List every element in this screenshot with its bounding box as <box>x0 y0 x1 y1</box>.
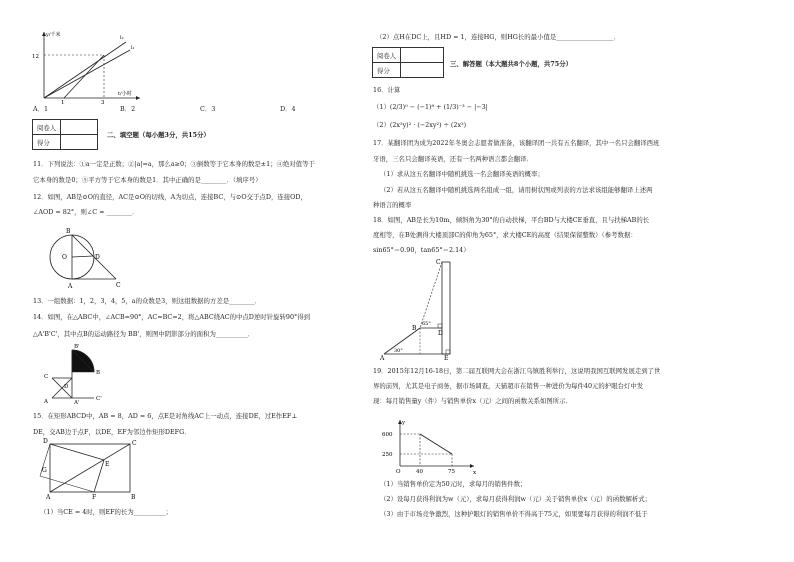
q17-line1: 17．某翻译团为成为2022年冬奥会志愿者做准备，该翻译团一共有五名翻译，其中一名只会翻译西班 <box>373 139 660 147</box>
q17-line2: 牙语，三名只会翻译英语，还有一名两种语言都会翻译． <box>373 155 533 163</box>
q12-line2: ∠AOD = 82°，则∠C = ________． <box>33 208 139 216</box>
x-tick-75: 75 <box>448 469 455 475</box>
y-tick-600: 600 <box>382 432 393 438</box>
reviewer-cell: 阅卷人 <box>33 120 61 135</box>
q11-line2: 它本身的数是0；⑤平方等于它本身的数是1．其中正确的是________．（填序号） <box>33 176 262 184</box>
q10-option-c: C．3 <box>200 105 216 113</box>
score-cell: 得分 <box>373 63 401 78</box>
q16-part1: （1）(2/3)⁰ − (−1)⁸ + (1/3)⁻³ − |−3| <box>373 103 488 111</box>
point-b: B <box>412 325 417 332</box>
x-tick-40: 40 <box>416 469 423 475</box>
q15-sub1: （1）当CE = 4时，则EF的长为__________； <box>40 508 173 516</box>
section2-title: 二、填空题（每小题3分，共15分） <box>107 131 210 139</box>
point-a: A <box>380 355 385 362</box>
y-axis-label: y <box>402 420 406 426</box>
point-c: C <box>436 259 441 266</box>
point-b: B <box>96 370 101 376</box>
q16-part2: （2）(2x²y)² · (−2xy²) ÷ (2x²) <box>373 121 467 129</box>
point-d: D <box>95 254 100 261</box>
q14-rotation-figure <box>38 340 108 406</box>
point-a: A <box>68 283 73 290</box>
q18-line1: 18．如图，AB是长为10m，倾斜角为30°的自动扶梯，平台BD与大楼CE垂直，且与扶梯AB的长 <box>373 216 650 224</box>
q15-sub2: （2）点H在DC上，且HD = 1，连接HG，则HG长的最小值是__________________． <box>376 33 621 41</box>
point-o: O <box>62 254 67 261</box>
point-d: D <box>43 438 48 445</box>
q10-option-d: D．4 <box>280 105 296 113</box>
point-c: C <box>116 282 121 289</box>
line-label-l1: l₁ <box>131 45 135 51</box>
q15-rectangle-figure <box>42 436 142 500</box>
q17-sub2b: 种语言的概率 <box>373 201 412 209</box>
point-a: A <box>44 399 48 405</box>
point-c-prime: C' <box>96 396 102 402</box>
q19-sub3: （3）由于市场竞争激烈，这种护眼灯的销售单价不得高于75元，如果要每月获得的利润不低于 <box>380 510 648 518</box>
q15-line1: 15．在矩形ABCD中，AB = 8，AD = 6，点E是对角线AC上一动点，连接DE，过E作EF⊥ <box>33 412 298 420</box>
point-g: G <box>42 467 47 474</box>
q16-title: 16．计算 <box>373 86 401 94</box>
q10-distance-time-graph <box>28 28 148 104</box>
q17-sub1: （1）求从这五名翻译中随机挑选一名会翻译英语的概率； <box>380 170 544 178</box>
point-e: E <box>105 461 110 468</box>
point-b-prime: B' <box>74 344 80 350</box>
point-d: D <box>64 384 69 390</box>
q11-line1: 11．下列说法：①a一定是正数；②|a|=a，那么a≥0；③倒数等于它本身的数是±1；④绝对值等于 <box>33 160 315 168</box>
q10-option-b: B．2 <box>120 105 136 113</box>
q19-sub2: （2）设每月获得利润为w（元），求每月获得利润w（元）关于销售单价x（元）的函数解析式； <box>380 495 652 503</box>
q14-line2: △A'B'C'，其中点B的运动路径为 BB'，则图中阴影部分的面积为__________． <box>33 330 255 338</box>
angle-30: 30° <box>394 348 403 354</box>
x-axis-label: t/小时 <box>118 91 132 97</box>
point-e: E <box>444 355 449 362</box>
score-box-left <box>32 119 98 150</box>
score-cell: 得分 <box>33 135 61 150</box>
x-tick-3: 3 <box>101 100 105 106</box>
reviewer-cell: 阅卷人 <box>373 48 401 63</box>
score-box-right <box>372 47 444 78</box>
section3-title: 三、解答题（本大题共8个小题，共75分） <box>450 60 572 68</box>
q15-line2: DE，交AB边于点F，以DE，EF为邻边作矩形DEFG． <box>33 428 191 436</box>
q18-line2: 度相等，在B处测得大楼顶部C的仰角为65°，求大楼CE的高度（结果保留整数）（参考数据： <box>373 231 637 239</box>
point-f: F <box>92 494 97 501</box>
point-d: D <box>438 330 443 337</box>
q19-line2: 界的前列，尤其是电子商务，据市场调查，天猫超市在销售一种进价为每件40元的护眼台灯中发 <box>373 382 644 390</box>
angle-65: 65° <box>422 321 431 327</box>
y-tick-250: 250 <box>382 452 393 458</box>
point-b: B <box>131 494 136 501</box>
q10-option-a: A．1 <box>33 105 49 113</box>
point-c: C <box>132 440 137 447</box>
q19-sub1: （1）当销售单价定为50元时，求每月的销售件数； <box>380 480 527 488</box>
y-tick-12: 12 <box>32 54 39 60</box>
origin-label: O <box>396 469 401 475</box>
q12-line1: 12．如图，AB是⊙O的直径，AC是⊙O的切线，A为切点，连接BC，与⊙O交于点D，连接OD， <box>33 193 307 201</box>
q14-line1: 14．如图，在△ABC中，∠ACB=90°，AC=BC=2，将△ABC绕AC的中点D逆时针旋转90°得到 <box>33 313 310 321</box>
q19-line1: 19．2015年12月16-18日，第二届互联网大会在浙江乌镇胜利举行，这说明我国互联网发展走到了世 <box>373 367 661 375</box>
q19-line3: 现：每月销售量y（件）与销售单价x（元）之间的函数关系如图所示． <box>373 397 572 405</box>
q12-circle-figure <box>50 219 130 291</box>
x-tick-1: 1 <box>61 100 65 106</box>
q17-sub2a: （2）若从这五名翻译中随机挑选两名组成一组，请用树状图或列表的方法求该组能够翻译上述两 <box>380 186 653 194</box>
point-a-prime: A' <box>74 400 80 406</box>
x-axis-label: x <box>473 470 477 476</box>
q18-line3: sin65°＝0.90，tan65°＝2.14） <box>373 246 470 254</box>
point-b: B <box>66 228 71 235</box>
q19-sales-graph <box>380 418 480 476</box>
point-c: C <box>44 374 49 380</box>
q18-escalator-figure <box>380 256 470 362</box>
line-label-l2: l₂ <box>120 35 124 41</box>
point-a: A <box>46 494 51 501</box>
y-axis-label: y/千米 <box>46 32 61 38</box>
q13: 13．一组数据：1，2，3，4，5，a的众数是3，则这组数据的方差是________． <box>33 297 262 305</box>
